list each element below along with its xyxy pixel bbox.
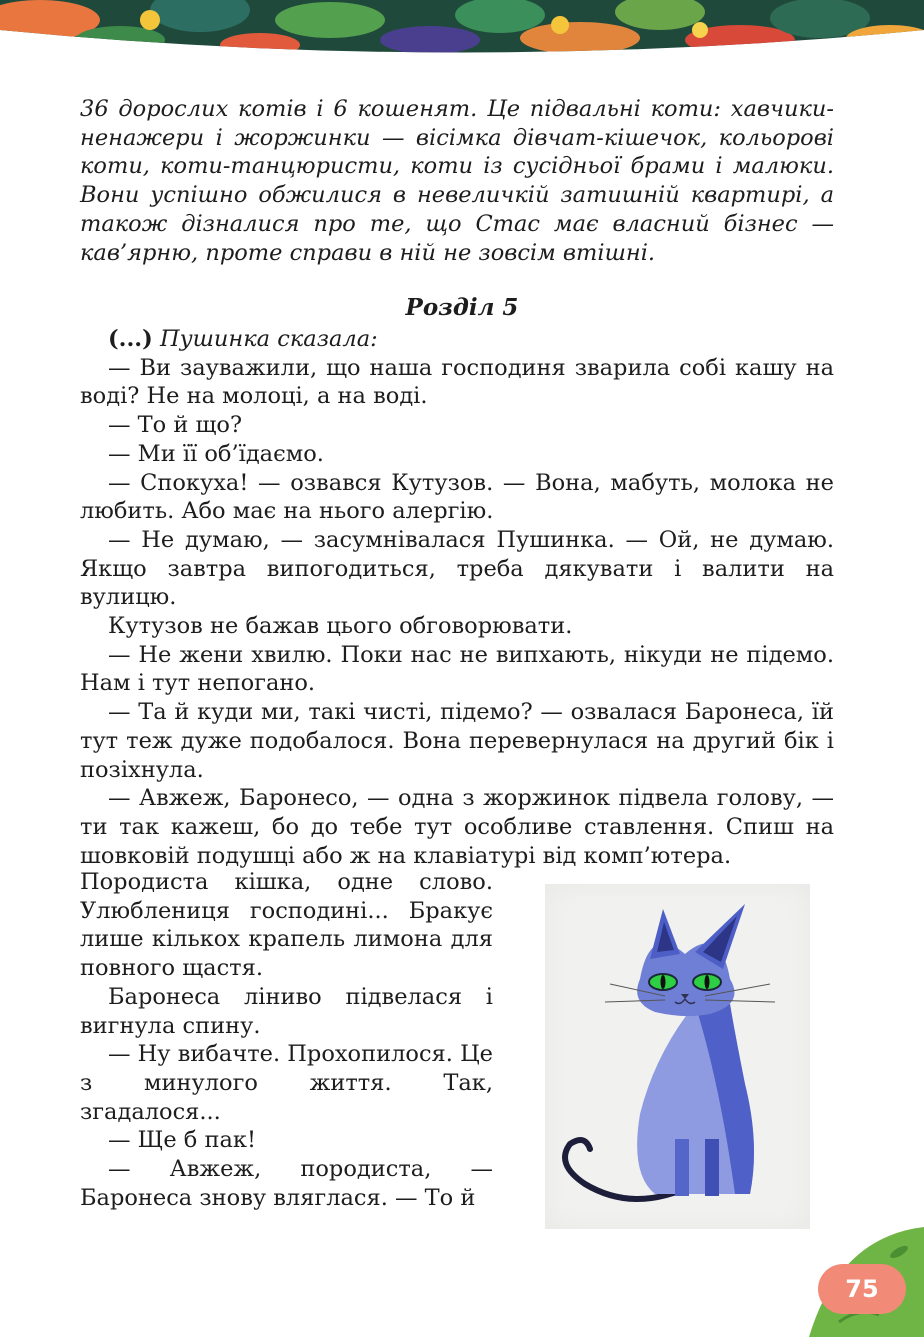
chapter-heading: Розділ 5 bbox=[405, 294, 519, 321]
paragraph: — Не думаю, — засумнівалася Пушинка. — Ой, не думаю. Якщо завтра випогодиться, треба дякувати і валити на вулицю. bbox=[80, 526, 834, 611]
paragraph: Кутузов не бажав цього обговорювати. bbox=[108, 613, 573, 640]
page-number-badge: 75 bbox=[818, 1264, 906, 1314]
narrow-column bbox=[80, 868, 493, 1212]
paragraph: — Ну вибачте. Прохопилося. Це з минулого життя. Так, згадалося... bbox=[80, 1041, 493, 1125]
paragraph: — Ще б пак! bbox=[108, 1127, 257, 1154]
floral-banner bbox=[0, 0, 924, 62]
omission-mark: (...) bbox=[108, 326, 153, 352]
paragraph: — Ви зауважили, що наша господиня зварила собі кашу на воді? Не на молоці, а на воді. bbox=[80, 354, 834, 410]
paragraph: — Ми її об’їдаємо. bbox=[108, 440, 324, 467]
lead-paragraph bbox=[80, 325, 834, 354]
paragraph: Баронеса ліниво підвелася і вигнула спину. bbox=[80, 983, 493, 1039]
intro-summary bbox=[80, 95, 834, 267]
lead-remark: Пушинка сказала: bbox=[152, 326, 378, 352]
paragraph: — Та й куди ми, такі чисті, підемо? — озвалася Баронеса, їй тут теж дуже подобалося. Вона перевернулася на другий бік і позіхнула. bbox=[80, 699, 834, 783]
paragraph: Породиста кішка, одне слово. Улюблениця господині... Бракує лише кількох крапель лимона для повного щастя. bbox=[80, 869, 493, 982]
paragraph: — Авжеж, Баронесо, — одна з жоржинок підвела голову, — ти так кажеш, бо до тебе тут особливе ставлення. Спиш на шовковій подушці або ж на клавіатурі від комп’ютера. bbox=[80, 785, 834, 869]
cat-illustration bbox=[545, 884, 810, 1229]
intro-paragraph: 36 дорослих котів і 6 кошенят. Це підвальні коти: хавчики-ненажери і жоржинки — вісімка дівчат-кішечок, кольорові коти, коти-танцюристи, коти із сусідньої брами і малюки. Вони успішно обжилися в невеличкій затишній квартирі, а також дізналися про те, що Стас має власний бізнес — кав’ярню, проте справи в ній не зовсім втішні. bbox=[80, 96, 834, 266]
paragraph: — Авжеж, породиста, — Баронеса знову вляглася. — То й bbox=[80, 1156, 493, 1211]
chapter-body bbox=[80, 325, 834, 870]
paragraph: — Не жени хвилю. Поки нас не випхають, нікуди не підемо. Нам і тут непогано. bbox=[80, 641, 834, 697]
paragraph: — То й що? bbox=[108, 412, 243, 439]
paragraph: — Спокуха! — озвався Кутузов. — Вона, мабуть, молока не любить. Або має на нього алергію. bbox=[80, 469, 834, 525]
